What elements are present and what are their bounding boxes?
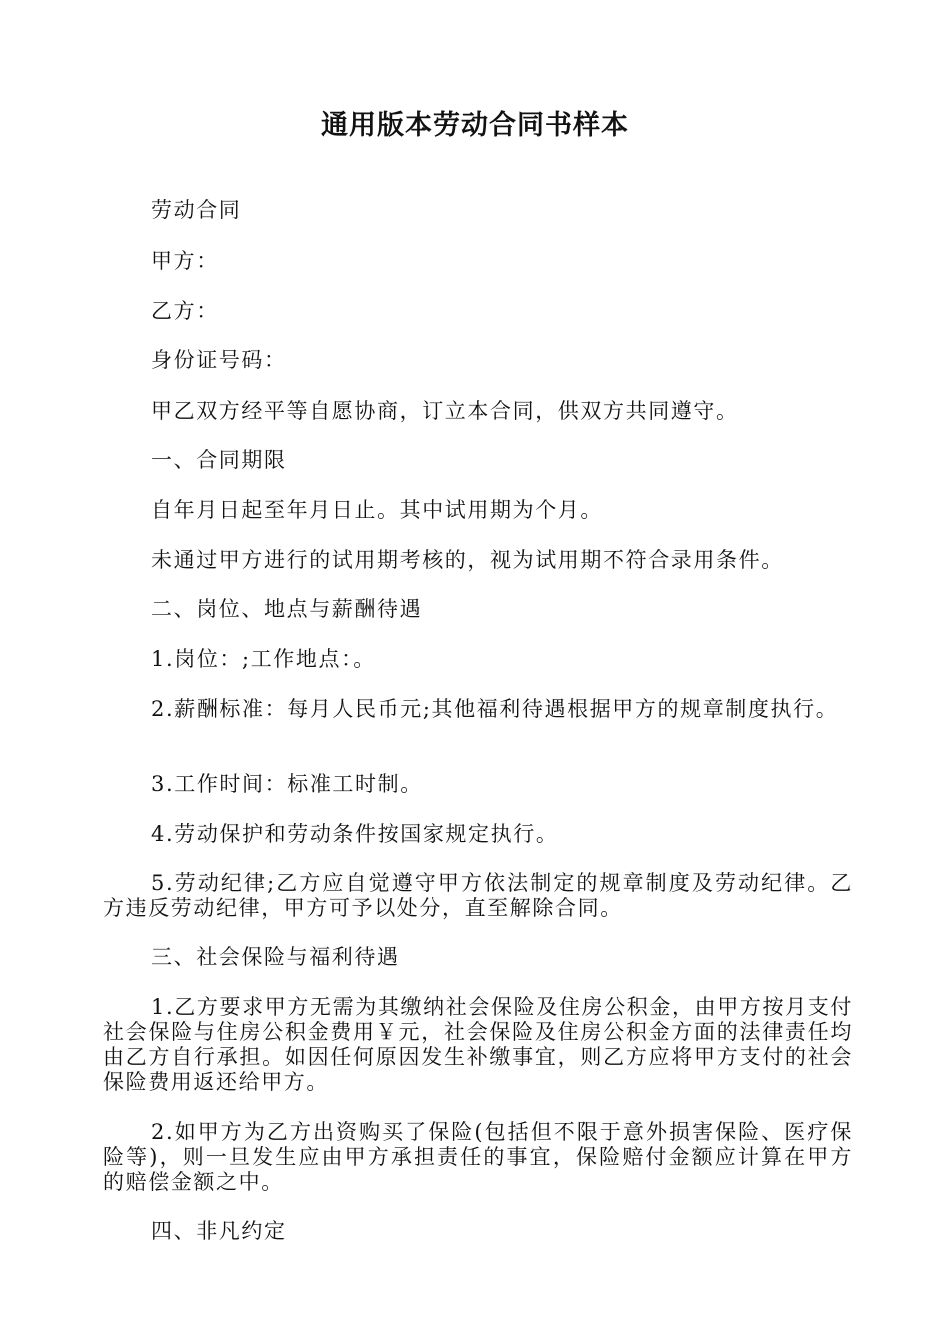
section-heading-position: 二、岗位、地点与薪酬待遇 [151,597,423,621]
paragraph-salary: 2.薪酬标准：每月人民币元;其他福利待遇根据甲方的规章制度执行。 [151,697,839,721]
paragraph-party-b: 乙方： [151,299,219,323]
paragraph-position: 1.岗位：;工作地点：。 [151,647,376,671]
paragraph-contract-heading: 劳动合同 [151,198,242,222]
paragraph-probation: 未通过甲方进行的试用期考核的，视为试用期不符合录用条件。 [151,548,784,572]
document-title: 通用版本劳动合同书样本 [321,110,629,141]
paragraph-id-number: 身份证号码： [151,348,287,372]
paragraph-insurance-purchase: 2.如甲方为乙方出资购买了保险(包括但不限于意外损害保险、医疗保险等)，则一旦发生应由甲方承担责任的事宜，保险赔付金额应计算在甲方的赔偿金额之中。 [103,1120,853,1194]
paragraph-working-hours: 3.工作时间：标准工时制。 [151,772,423,796]
paragraph-intro: 甲乙双方经平等自愿协商，订立本合同，供双方共同遵守。 [151,399,739,423]
paragraph-term-period: 自年月日起至年月日止。其中试用期为个月。 [151,498,603,522]
section-heading-term: 一、合同期限 [151,448,287,472]
paragraph-social-insurance: 1.乙方要求甲方无需为其缴纳社会保险及住房公积金，由甲方按月支付社会保险与住房公积金费用￥元，社会保险及住房公积金方面的法律责任均由乙方自行承担。如因任何原因发生补缴事宜，则乙方应将甲方支付的社会保险费用返还给甲方。 [103,995,853,1094]
paragraph-discipline: 5.劳动纪律;乙方应自觉遵守甲方依法制定的规章制度及劳动纪律。乙方违反劳动纪律，甲方可予以处分，直至解除合同。 [103,871,853,920]
paragraph-labor-protection: 4.劳动保护和劳动条件按国家规定执行。 [151,822,559,846]
paragraph-party-a: 甲方： [151,249,219,273]
section-heading-special-terms: 四、非凡约定 [151,1219,287,1243]
section-heading-social-insurance: 三、社会保险与福利待遇 [151,945,400,969]
